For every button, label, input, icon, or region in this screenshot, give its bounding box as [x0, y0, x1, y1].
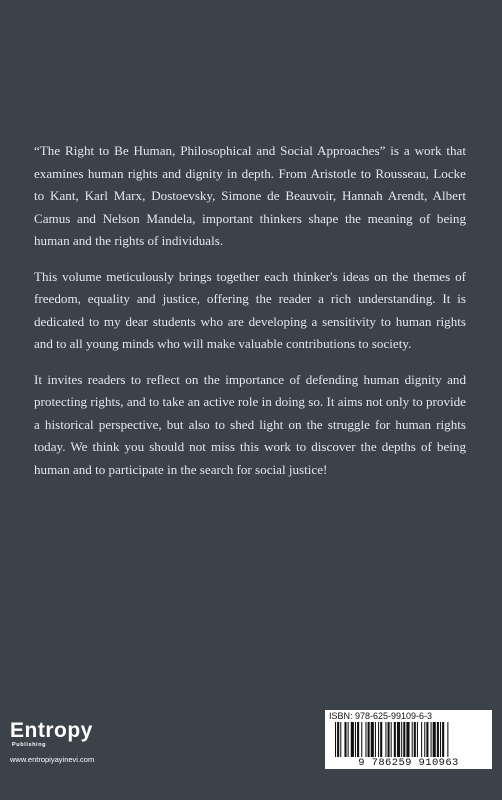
publisher-website[interactable]: www.entropiyayinevi.com	[10, 755, 95, 764]
isbn-barcode	[325, 710, 492, 769]
blurb-paragraph-2: This volume meticulously brings together each thinker's ideas on the themes of freedom, equality and justice, offering the reader a rich understanding. It is dedicated to my dear students who are developing a sensitivity to human rights and to all young minds who will make valuable contributions to society.	[34, 268, 466, 351]
isbn-label: ISBN: 978-625-99109-6-3	[329, 711, 433, 721]
blurb-paragraph-3: It invites readers to reflect on the importance of defending human dignity and protecting rights, and to take an active role in doing so. It aims not only to provide a historical perspective, but also to shed light on the struggle for human rights today. We think you should not miss this work to discover the depths of being human and to participate in the search for social justice!	[34, 371, 466, 477]
publisher-logo	[10, 720, 120, 770]
barcode-bars-icon	[325, 722, 492, 757]
blurb-paragraph-1: “The Right to Be Human, Philosophical and Social Approaches” is a work that examines human rights and dignity in depth. From Aristotle to Rousseau, Locke to Kant, Karl Marx, Dostoevsky, Simone de Beauvoir, Hannah Arendt, Albert Camus and Nelson Mandela, important thinkers shape the meaning of being human and the rights of individuals.	[34, 143, 466, 248]
publisher-subtitle: Publishing	[12, 742, 47, 748]
barcode-digits: 9 786259 910963	[358, 757, 459, 769]
blurb-text	[34, 140, 466, 494]
publisher-name: Entropy	[10, 719, 93, 742]
